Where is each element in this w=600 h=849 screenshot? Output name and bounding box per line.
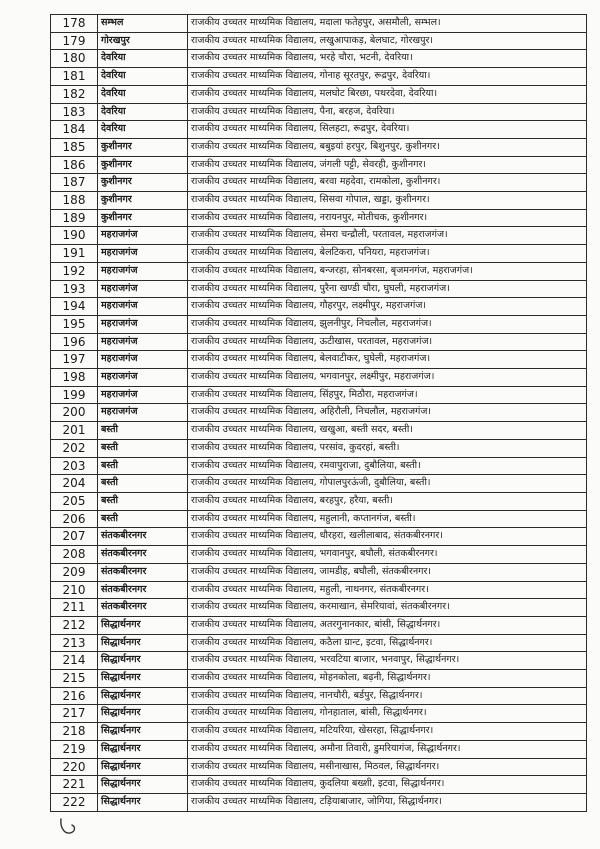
table-row xyxy=(51,581,587,599)
table-row xyxy=(51,670,587,688)
serial-number: 189 xyxy=(51,209,98,227)
school-name: राजकीय उच्चतर माध्यमिक विद्यालय, पुरैना खण्डी चौरा, घुघली, महराजगंज। xyxy=(188,280,587,298)
school-name: राजकीय उच्चतर माध्यमिक विद्यालय, बेलटिकरा, पनियरा, महराजगंज। xyxy=(188,245,587,263)
school-table-body xyxy=(51,15,587,812)
district-name: देवरिया xyxy=(98,85,188,103)
district-name: कुशीनगर xyxy=(98,192,188,210)
serial-number: 201 xyxy=(51,422,98,440)
serial-number: 185 xyxy=(51,138,98,156)
table-row xyxy=(51,85,587,103)
table-row xyxy=(51,528,587,546)
school-name: राजकीय उच्चतर माध्यमिक विद्यालय, खखुआ, बस्ती सदर, बस्ती। xyxy=(188,422,587,440)
serial-number: 221 xyxy=(51,776,98,794)
serial-number: 206 xyxy=(51,510,98,528)
serial-number: 195 xyxy=(51,315,98,333)
district-name: सिद्धार्थनगर xyxy=(98,793,188,811)
table-row xyxy=(51,15,587,33)
serial-number: 214 xyxy=(51,652,98,670)
table-row xyxy=(51,192,587,210)
school-name: राजकीय उच्चतर माध्यमिक विद्यालय, महुली, नाथनगर, संतकबीरनगर। xyxy=(188,581,587,599)
school-name: राजकीय उच्चतर माध्यमिक विद्यालय, कठैला ग्रान्ट, इटवा, सिद्धार्थनगर। xyxy=(188,634,587,652)
district-name: महराजगंज xyxy=(98,315,188,333)
serial-number: 219 xyxy=(51,740,98,758)
district-name: महराजगंज xyxy=(98,351,188,369)
district-name: संतकबीरनगर xyxy=(98,581,188,599)
serial-number: 209 xyxy=(51,563,98,581)
serial-number: 216 xyxy=(51,687,98,705)
serial-number: 222 xyxy=(51,793,98,811)
table-row xyxy=(51,156,587,174)
district-name: संतकबीरनगर xyxy=(98,546,188,564)
district-name: महराजगंज xyxy=(98,386,188,404)
table-row xyxy=(51,50,587,68)
serial-number: 208 xyxy=(51,546,98,564)
school-name: राजकीय उच्चतर माध्यमिक विद्यालय, महुलानी, कप्तानगंज, बस्ती। xyxy=(188,510,587,528)
school-name: राजकीय उच्चतर माध्यमिक विद्यालय, सिंहपुर, मिठौरा, महराजगंज। xyxy=(188,386,587,404)
serial-number: 200 xyxy=(51,404,98,422)
district-name: कुशीनगर xyxy=(98,138,188,156)
district-name: महराजगंज xyxy=(98,227,188,245)
serial-number: 212 xyxy=(51,616,98,634)
school-name: राजकीय उच्चतर माध्यमिक विद्यालय, अहिरौली, निचलौल, महराजगंज। xyxy=(188,404,587,422)
school-list-page xyxy=(50,14,586,812)
district-name: संतकबीरनगर xyxy=(98,599,188,617)
serial-number: 199 xyxy=(51,386,98,404)
school-name: राजकीय उच्चतर माध्यमिक विद्यालय, टड़ियाबाजार, जोगिया, सिद्धार्थनगर। xyxy=(188,793,587,811)
district-name: सिद्धार्थनगर xyxy=(98,652,188,670)
serial-number: 192 xyxy=(51,262,98,280)
school-name: राजकीय उच्चतर माध्यमिक विद्यालय, बरवा महदेवा, रामकोला, कुशीनगर। xyxy=(188,174,587,192)
school-name: राजकीय उच्चतर माध्यमिक विद्यालय, जंगली पट्टी, सेवरही, कुशीनगर। xyxy=(188,156,587,174)
district-name: देवरिया xyxy=(98,68,188,86)
district-name: बस्ती xyxy=(98,492,188,510)
district-name: सिद्धार्थनगर xyxy=(98,634,188,652)
table-row xyxy=(51,68,587,86)
district-name: सिद्धार्थनगर xyxy=(98,616,188,634)
school-name: राजकीय उच्चतर माध्यमिक विद्यालय, नरायनपुर, मोतीचक, कुशीनगर। xyxy=(188,209,587,227)
district-name: गोरखपुर xyxy=(98,32,188,50)
table-row xyxy=(51,138,587,156)
serial-number: 183 xyxy=(51,103,98,121)
serial-number: 194 xyxy=(51,298,98,316)
serial-number: 191 xyxy=(51,245,98,263)
serial-number: 215 xyxy=(51,670,98,688)
serial-number: 204 xyxy=(51,475,98,493)
district-name: देवरिया xyxy=(98,121,188,139)
table-row xyxy=(51,776,587,794)
table-row xyxy=(51,793,587,811)
serial-number: 213 xyxy=(51,634,98,652)
table-row xyxy=(51,723,587,741)
school-name: राजकीय उच्चतर माध्यमिक विद्यालय, ऊटीखास, परतावल, महराजगंज। xyxy=(188,333,587,351)
school-name: राजकीय उच्चतर माध्यमिक विद्यालय, लखुआपाकड़, बेलघाट, गोरखपुर। xyxy=(188,32,587,50)
school-name: राजकीय उच्चतर माध्यमिक विद्यालय, गोनाह सूरतपुर, रूद्रपुर, देवरिया। xyxy=(188,68,587,86)
school-name: राजकीय उच्चतर माध्यमिक विद्यालय, मलघोट बिरछा, पथरदेवा, देवरिया। xyxy=(188,85,587,103)
table-row xyxy=(51,599,587,617)
district-name: महराजगंज xyxy=(98,404,188,422)
district-name: संतकबीरनगर xyxy=(98,563,188,581)
serial-number: 182 xyxy=(51,85,98,103)
serial-number: 220 xyxy=(51,758,98,776)
school-name: राजकीय उच्चतर माध्यमिक विद्यालय, अतरगुनानकार, बांसी, सिद्धार्थनगर। xyxy=(188,616,587,634)
table-row xyxy=(51,652,587,670)
school-name: राजकीय उच्चतर माध्यमिक विद्यालय, नानचौरी, बर्डपुर, सिद्धार्थनगर। xyxy=(188,687,587,705)
district-name: बस्ती xyxy=(98,439,188,457)
serial-number: 178 xyxy=(51,15,98,33)
district-name: बस्ती xyxy=(98,475,188,493)
school-name: राजकीय उच्चतर माध्यमिक विद्यालय, भरहे चौरा, भटनी, देवरिया। xyxy=(188,50,587,68)
school-name: राजकीय उच्चतर माध्यमिक विद्यालय, परसांव, कुदरहां, बस्ती। xyxy=(188,439,587,457)
district-name: बस्ती xyxy=(98,510,188,528)
table-row xyxy=(51,121,587,139)
serial-number: 184 xyxy=(51,121,98,139)
district-name: देवरिया xyxy=(98,50,188,68)
serial-number: 193 xyxy=(51,280,98,298)
serial-number: 181 xyxy=(51,68,98,86)
school-table xyxy=(50,14,587,812)
table-row xyxy=(51,634,587,652)
school-name: राजकीय उच्चतर माध्यमिक विद्यालय, भगवानपुर, बघौली, संतकबीरनगर। xyxy=(188,546,587,564)
district-name: देवरिया xyxy=(98,103,188,121)
table-row xyxy=(51,457,587,475)
serial-number: 196 xyxy=(51,333,98,351)
district-name: सिद्धार्थनगर xyxy=(98,723,188,741)
district-name: बस्ती xyxy=(98,457,188,475)
table-row xyxy=(51,475,587,493)
serial-number: 210 xyxy=(51,581,98,599)
school-name: राजकीय उच्चतर माध्यमिक विद्यालय, कुदलिया बख्शी, इटवा, सिद्धार्थनगर। xyxy=(188,776,587,794)
table-row xyxy=(51,492,587,510)
table-row xyxy=(51,740,587,758)
table-row xyxy=(51,209,587,227)
serial-number: 198 xyxy=(51,369,98,387)
school-name: राजकीय उच्चतर माध्यमिक विद्यालय, बन्जरहा, सोनबरसा, बृजमनगंज, महराजगंज। xyxy=(188,262,587,280)
table-row xyxy=(51,369,587,387)
table-row xyxy=(51,227,587,245)
table-row xyxy=(51,510,587,528)
serial-number: 180 xyxy=(51,50,98,68)
table-row xyxy=(51,315,587,333)
district-name: बस्ती xyxy=(98,422,188,440)
school-name: राजकीय उच्चतर माध्यमिक विद्यालय, धौरहरा, खलीलाबाद, संतकबीरनगर। xyxy=(188,528,587,546)
serial-number: 205 xyxy=(51,492,98,510)
serial-number: 190 xyxy=(51,227,98,245)
serial-number: 197 xyxy=(51,351,98,369)
school-name: राजकीय उच्चतर माध्यमिक विद्यालय, गौहरपुर, लक्ष्मीपुर, महराजगंज। xyxy=(188,298,587,316)
table-row xyxy=(51,103,587,121)
school-name: राजकीय उच्चतर माध्यमिक विद्यालय, मटियरिया, खेसरहा, सिद्धार्थनगर। xyxy=(188,723,587,741)
school-name: राजकीय उच्चतर माध्यमिक विद्यालय, रमवापुराजा, दुबौलिया, बस्ती। xyxy=(188,457,587,475)
district-name: सिद्धार्थनगर xyxy=(98,758,188,776)
serial-number: 188 xyxy=(51,192,98,210)
district-name: महराजगंज xyxy=(98,280,188,298)
serial-number: 203 xyxy=(51,457,98,475)
school-name: राजकीय उच्चतर माध्यमिक विद्यालय, जामडीह, बघौली, संतकबीरनगर। xyxy=(188,563,587,581)
district-name: सिद्धार्थनगर xyxy=(98,740,188,758)
serial-number: 217 xyxy=(51,705,98,723)
table-row xyxy=(51,616,587,634)
district-name: संतकबीरनगर xyxy=(98,528,188,546)
district-name: महराजगंज xyxy=(98,369,188,387)
serial-number: 211 xyxy=(51,599,98,617)
school-name: राजकीय उच्चतर माध्यमिक विद्यालय, मोहनकोला, बढ़नी, सिद्धार्थनगर। xyxy=(188,670,587,688)
school-name: राजकीय उच्चतर माध्यमिक विद्यालय, गोनहाताल, बांसी, सिद्धार्थनगर। xyxy=(188,705,587,723)
school-name: राजकीय उच्चतर माध्यमिक विद्यालय, बबुइयां हरपुर, बिशुनपुर, कुशीनगर। xyxy=(188,138,587,156)
table-row xyxy=(51,351,587,369)
serial-number: 179 xyxy=(51,32,98,50)
school-name: राजकीय उच्चतर माध्यमिक विद्यालय, सिलहटा, रूद्रपुर, देवरिया। xyxy=(188,121,587,139)
table-row xyxy=(51,439,587,457)
school-name: राजकीय उच्चतर माध्यमिक विद्यालय, भरवटिया बाजार, भनवापुर, सिद्धार्थनगर। xyxy=(188,652,587,670)
district-name: सम्भल xyxy=(98,15,188,33)
table-row xyxy=(51,758,587,776)
school-name: राजकीय उच्चतर माध्यमिक विद्यालय, बरहपुर, हरैया, बस्ती। xyxy=(188,492,587,510)
district-name: सिद्धार्थनगर xyxy=(98,705,188,723)
school-name: राजकीय उच्चतर माध्यमिक विद्यालय, करमाखान, सेमरियावां, संतकबीरनगर। xyxy=(188,599,587,617)
table-row xyxy=(51,386,587,404)
school-name: राजकीय उच्चतर माध्यमिक विद्यालय, बेलवाटीकर, घुघेली, महराजगंज। xyxy=(188,351,587,369)
school-name: राजकीय उच्चतर माध्यमिक विद्यालय, गोपालपुरऊंजी, दुबौलिया, बस्ती। xyxy=(188,475,587,493)
serial-number: 218 xyxy=(51,723,98,741)
handwritten-mark-icon xyxy=(58,815,80,837)
school-name: राजकीय उच्चतर माध्यमिक विद्यालय, अमौना तिवारी, डुमरियागंज, सिद्धार्थनगर। xyxy=(188,740,587,758)
table-row xyxy=(51,404,587,422)
district-name: सिद्धार्थनगर xyxy=(98,670,188,688)
district-name: सिद्धार्थनगर xyxy=(98,687,188,705)
serial-number: 187 xyxy=(51,174,98,192)
district-name: महराजगंज xyxy=(98,245,188,263)
serial-number: 202 xyxy=(51,439,98,457)
table-row xyxy=(51,32,587,50)
school-name: राजकीय उच्चतर माध्यमिक विद्यालय, मसीनाखास, मिठवल, सिद्धार्थनगर। xyxy=(188,758,587,776)
district-name: महराजगंज xyxy=(98,333,188,351)
table-row xyxy=(51,705,587,723)
district-name: महराजगंज xyxy=(98,298,188,316)
school-name: राजकीय उच्चतर माध्यमिक विद्यालय, पैना, बरहज, देवरिया। xyxy=(188,103,587,121)
table-row xyxy=(51,687,587,705)
table-row xyxy=(51,262,587,280)
school-name: राजकीय उच्चतर माध्यमिक विद्यालय, झुलनीपुर, निचलौल, महराजगंज। xyxy=(188,315,587,333)
table-row xyxy=(51,174,587,192)
table-row xyxy=(51,298,587,316)
table-row xyxy=(51,563,587,581)
school-name: राजकीय उच्चतर माध्यमिक विद्यालय, सिसवा गोपाल, खड्डा, कुशीनगर। xyxy=(188,192,587,210)
school-name: राजकीय उच्चतर माध्यमिक विद्यालय, सेमरा चन्द्रौली, परतावल, महराजगंज। xyxy=(188,227,587,245)
table-row xyxy=(51,546,587,564)
school-name: राजकीय उच्चतर माध्यमिक विद्यालय, मदाला फतेहपुर, असमौली, सम्भल। xyxy=(188,15,587,33)
serial-number: 207 xyxy=(51,528,98,546)
district-name: कुशीनगर xyxy=(98,174,188,192)
district-name: कुशीनगर xyxy=(98,209,188,227)
district-name: सिद्धार्थनगर xyxy=(98,776,188,794)
table-row xyxy=(51,280,587,298)
table-row xyxy=(51,333,587,351)
serial-number: 186 xyxy=(51,156,98,174)
school-name: राजकीय उच्चतर माध्यमिक विद्यालय, भगवानपुर, लक्ष्मीपुर, महराजगंज। xyxy=(188,369,587,387)
district-name: कुशीनगर xyxy=(98,156,188,174)
table-row xyxy=(51,245,587,263)
district-name: महराजगंज xyxy=(98,262,188,280)
table-row xyxy=(51,422,587,440)
